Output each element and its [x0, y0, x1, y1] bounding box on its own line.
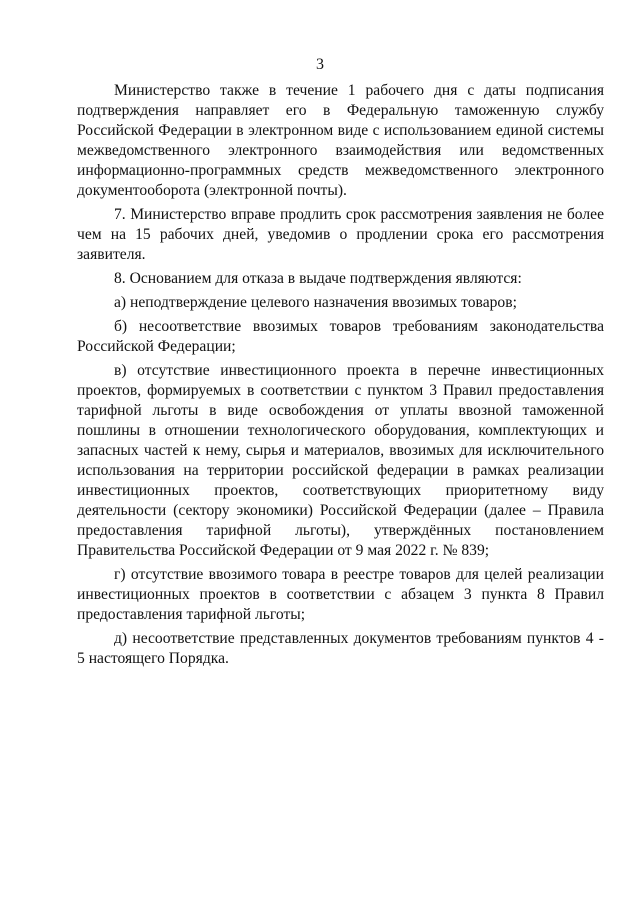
paragraph-7-extension: 7. Министерство вправе продлить срок рассмотрения заявления не более чем на 15 рабочих дней, уведомив о продлении срока его рассмотрения заявителя.: [77, 206, 604, 263]
paragraph-8v: в) отсутствие инвестиционного проекта в перечне инвестиционных проектов, формируемых в соответствии с пунктом 3 Правил предоставления тарифной льготы в виде освобождения от уплаты ввозной таможенной пошлины в отношении технологического оборудования, комплектующих и запасных частей к нему, сырья и материалов, ввозимых для исключительного использования на территории российской федерации в рамках реализации инвестиционных проектов, соответствующих приоритетному виду деятельности (сектору экономики) Российской Федерации (далее – Правила предоставления тарифной льготы), утверждённых постановлением Правительства Российской Федерации от 9 мая 2022 г. № 839;: [77, 362, 604, 559]
paragraph-8d: д) несоответствие представленных документов требованиям пунктов 4 - 5 настоящего Порядка.: [77, 630, 604, 667]
paragraph-8a: а) неподтверждение целевого назначения ввозимых товаров;: [114, 294, 517, 311]
paragraph-8b: б) несоответствие ввозимых товаров требованиям законодательства Российской Федерации;: [77, 318, 604, 355]
document-body: [77, 81, 604, 669]
page-number: 3: [316, 56, 324, 73]
paragraph-8g: г) отсутствие ввозимого товара в реестре товаров для целей реализации инвестиционных проектов в соответствии с абзацем 3 пункта 8 Правил предоставления тарифной льготы;: [77, 566, 604, 623]
paragraph-ministry-forwarding: Министерство также в течение 1 рабочего дня с даты подписания подтверждения направляет его в Федеральную таможенную службу Российской Федерации в электронном виде с использованием единой системы межведомственного электронного взаимодействия или ведомственных информационно-программных средств межведомственного электронного документооборота (электронной почты).: [77, 82, 604, 199]
paragraph-8-refusal-grounds: 8. Основанием для отказа в выдаче подтверждения являются:: [114, 270, 522, 287]
